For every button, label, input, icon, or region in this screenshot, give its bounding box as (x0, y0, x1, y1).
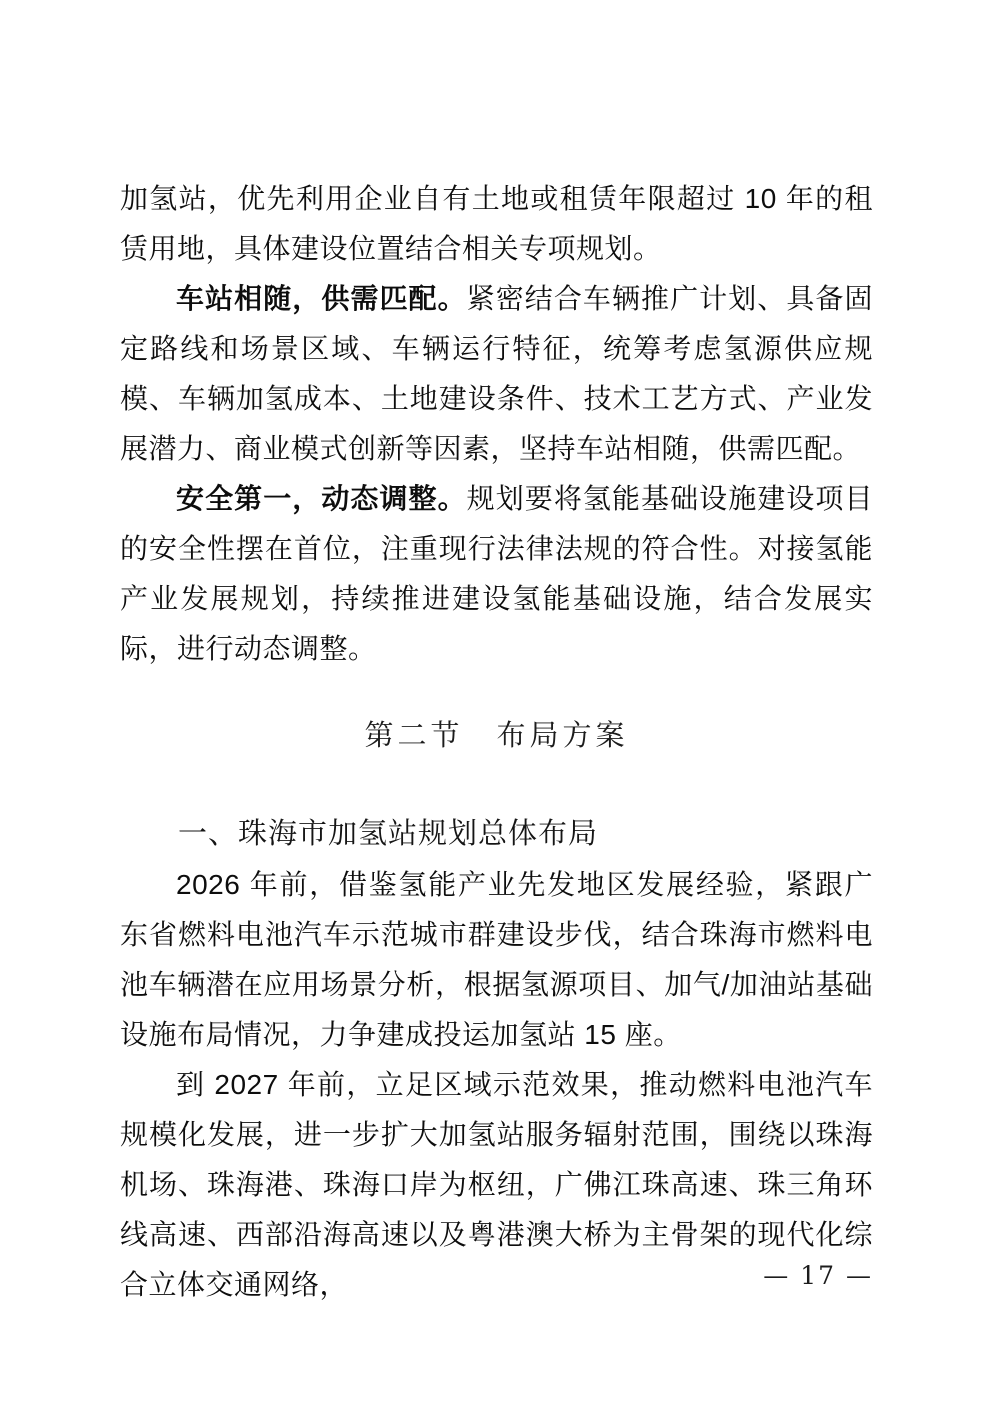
section-heading: 第二节 布局方案 (364, 718, 629, 752)
page-content (120, 174, 873, 1310)
paragraph-station-vehicle-matching (120, 274, 873, 474)
paragraph-text: 2026 年前，借鉴氢能产业先发地区发展经验，紧跟广东省燃料电池汽车示范城市群建设步伐，结合珠海市燃料电池车辆潜在应用场景分析，根据氢源项目、加气/加油站基础设施布局情况，力争建成投运加氢站 15 座。 (120, 869, 873, 1050)
paragraph-text: 规划要将氢能基础设施建设项目的安全性摆在首位，注重现行法律法规的符合性。对接氢能产业发展规划，持续推进建设氢能基础设施，结合发展实际，进行动态调整。 (120, 483, 873, 664)
paragraph-2026-plan (120, 860, 873, 1060)
paragraph-bold-lead: 安全第一，动态调整。 (176, 483, 467, 514)
paragraph-text: 到 2027 年前，立足区域示范效果，推动燃料电池汽车规模化发展，进一步扩大加氢站服务辐射范围，围绕以珠海机场、珠海港、珠海口岸为枢纽，广佛江珠高速、珠三角环线高速、西部沿海高速以及粤港澳大桥为主骨架的现代化综合立体交通网络， (120, 1069, 873, 1300)
page-number: — 17 — (763, 1261, 873, 1290)
paragraph-safety-first (120, 474, 873, 674)
paragraph-bold-lead: 车站相随，供需匹配。 (176, 283, 467, 314)
paragraph-text: 紧密结合车辆推广计划、具备固定路线和场景区域、车辆运行特征，统筹考虑氢源供应规模、车辆加氢成本、土地建设条件、技术工艺方式、产业发展潜力、商业模式创新等因素，坚持车站相随，供需匹配。 (120, 283, 873, 464)
subsection-heading: 一、珠海市加氢站规划总体布局 (178, 816, 599, 850)
paragraph-land-use-continuation (120, 174, 873, 274)
paragraph-2027-plan (120, 1060, 873, 1310)
paragraph-text: 加氢站，优先利用企业自有土地或租赁年限超过 10 年的租赁用地，具体建设位置结合相关专项规划。 (120, 183, 873, 264)
